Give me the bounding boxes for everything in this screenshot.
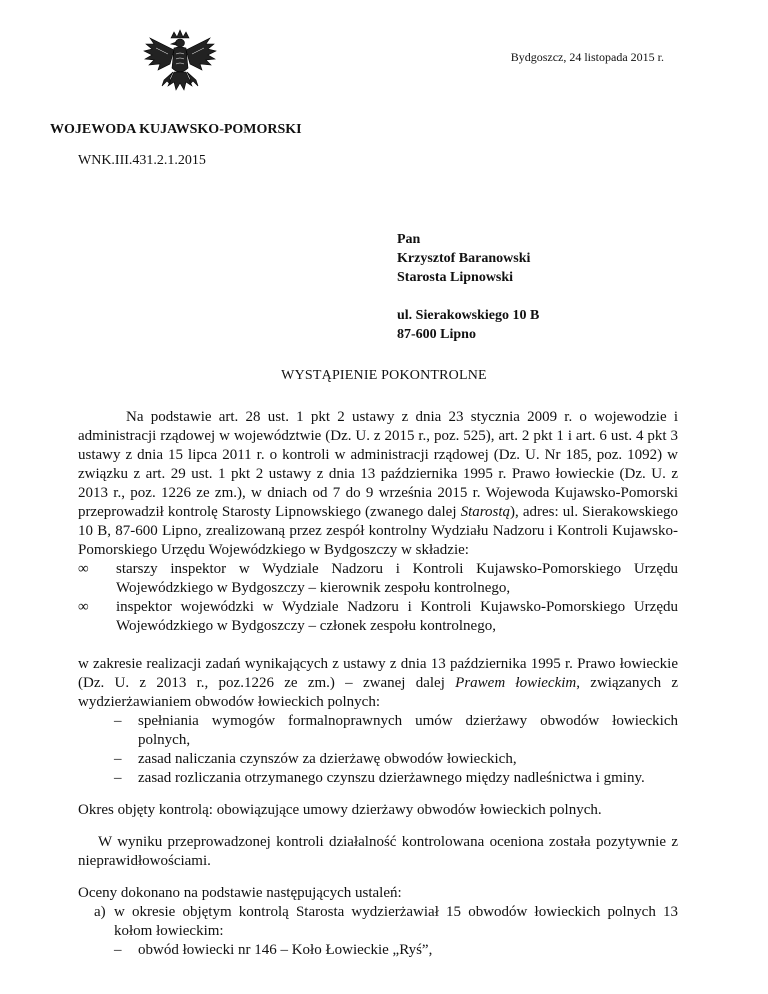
list-item: – zasad naliczania czynszów za dzierżawę obwodów łowieckich,	[114, 751, 517, 767]
addressee-city: 87-600 Lipno	[397, 327, 476, 342]
list-item: – zasad rozliczania otrzymanego czynszu dzierżawnego między nadleśnictwa i gminy.	[114, 770, 645, 786]
addressee-position: Starosta Lipnowski	[397, 270, 514, 285]
list-item: ∞ inspektor wojewódzki w Wydziale Nadzoru i Kontroli Kujawsko-Pomorskiego Urzędu Wojewódzkiego w Bydgoszczy – członek zespołu kontrolnego,	[78, 599, 678, 634]
dash-bullet-icon: –	[114, 942, 122, 958]
infinity-bullet-icon: ∞	[78, 561, 89, 577]
addressee-name: Krzysztof Baranowski	[397, 251, 531, 266]
place-date: Bydgoszcz, 24 listopada 2015 r.	[510, 50, 664, 64]
dash-bullet-icon: –	[114, 713, 122, 729]
reference-number: WNK.III.431.2.1.2015	[78, 153, 206, 168]
document-title: WYSTĄPIENIE POKONTROLNE	[281, 368, 487, 383]
findings-intro: Oceny dokonano na podstawie następujących ustaleń:	[78, 885, 402, 901]
team-list	[78, 560, 678, 636]
list-item: – spełniania wymogów formalnoprawnych umów dzierżawy obwodów łowieckich polnych,	[114, 713, 678, 748]
organization-heading: WOJEWODA KUJAWSKO-POMORSKI	[50, 122, 302, 137]
findings-sublist	[78, 941, 678, 960]
list-item: ∞ starszy inspektor w Wydziale Nadzoru i Kontroli Kujawsko-Pomorskiego Urzędu Wojewódzkiego w Bydgoszczy – kierownik zespołu kontrolnego,	[78, 561, 678, 596]
item-label: a)	[94, 904, 106, 920]
document-body	[78, 408, 678, 960]
polish-eagle-emblem-icon	[140, 28, 220, 108]
list-item: a) w okresie objętym kontrolą Starosta wydzierżawiał 15 obwodów łowieckich polnych 13 kołom łowieckim:	[94, 904, 678, 939]
scope-list	[78, 712, 678, 788]
findings-list	[78, 903, 678, 941]
assessment-paragraph: W wyniku przeprowadzonej kontroli działalność kontrolowana oceniona została pozytywnie z nieprawidłowościami.	[78, 834, 678, 869]
addressee-street: ul. Sierakowskiego 10 B	[397, 308, 540, 323]
period-paragraph: Okres objęty kontrolą: obowiązujące umowy dzierżawy obwodów łowieckich polnych.	[78, 802, 602, 818]
scope-paragraph: w zakresie realizacji zadań wynikających z ustawy z dnia 13 października 1995 r. Prawo łowieckie (Dz. U. z 2013 r., poz.1226 ze zm.) – zwanej dalej Prawem łowieckim, związanych z wydzierżawianiem obwodów łowieckich polnych:	[78, 656, 679, 710]
infinity-bullet-icon: ∞	[78, 599, 89, 615]
addressee-block	[397, 230, 539, 344]
list-item: – obwód łowiecki nr 146 – Koło Łowieckie „Ryś”,	[114, 942, 433, 958]
dash-bullet-icon: –	[114, 751, 122, 767]
addressee-line: Pan	[397, 232, 421, 247]
dash-bullet-icon: –	[114, 770, 122, 786]
intro-paragraph: Na podstawie art. 28 ust. 1 pkt 2 ustawy z dnia 23 stycznia 2009 r. o wojewodzie i administracji rządowej w województwie (Dz. U. z 2015 r., poz. 525), art. 2 pkt 1 i art. 6 ust. 4 pkt 3 ustawy z dnia 15 lipca 2011 r. o kontroli w administracji rządowej (Dz. U. Nr 185, poz. 1092) w związku z art. 29 ust. 1 pkt 2 ustawy z dnia 13 października 1995 r. Prawo łowieckie (Dz. U. z 2013 r., poz. 1226 ze zm.), w dniach od 7 do 9 września 2015 r. Wojewoda Kujawsko-Pomorski przeprowadził kontrolę Starosty Lipnowskiego (zwanego dalej Starostą), adres: ul. Sierakowskiego 10 B, 87-600 Lipno, zrealizowaną przez zespół kontrolny Wydziału Nadzoru i Kontroli Kujawsko-Pomorskiego Urzędu Wojewódzkiego w Bydgoszczy w składzie:	[78, 409, 678, 558]
